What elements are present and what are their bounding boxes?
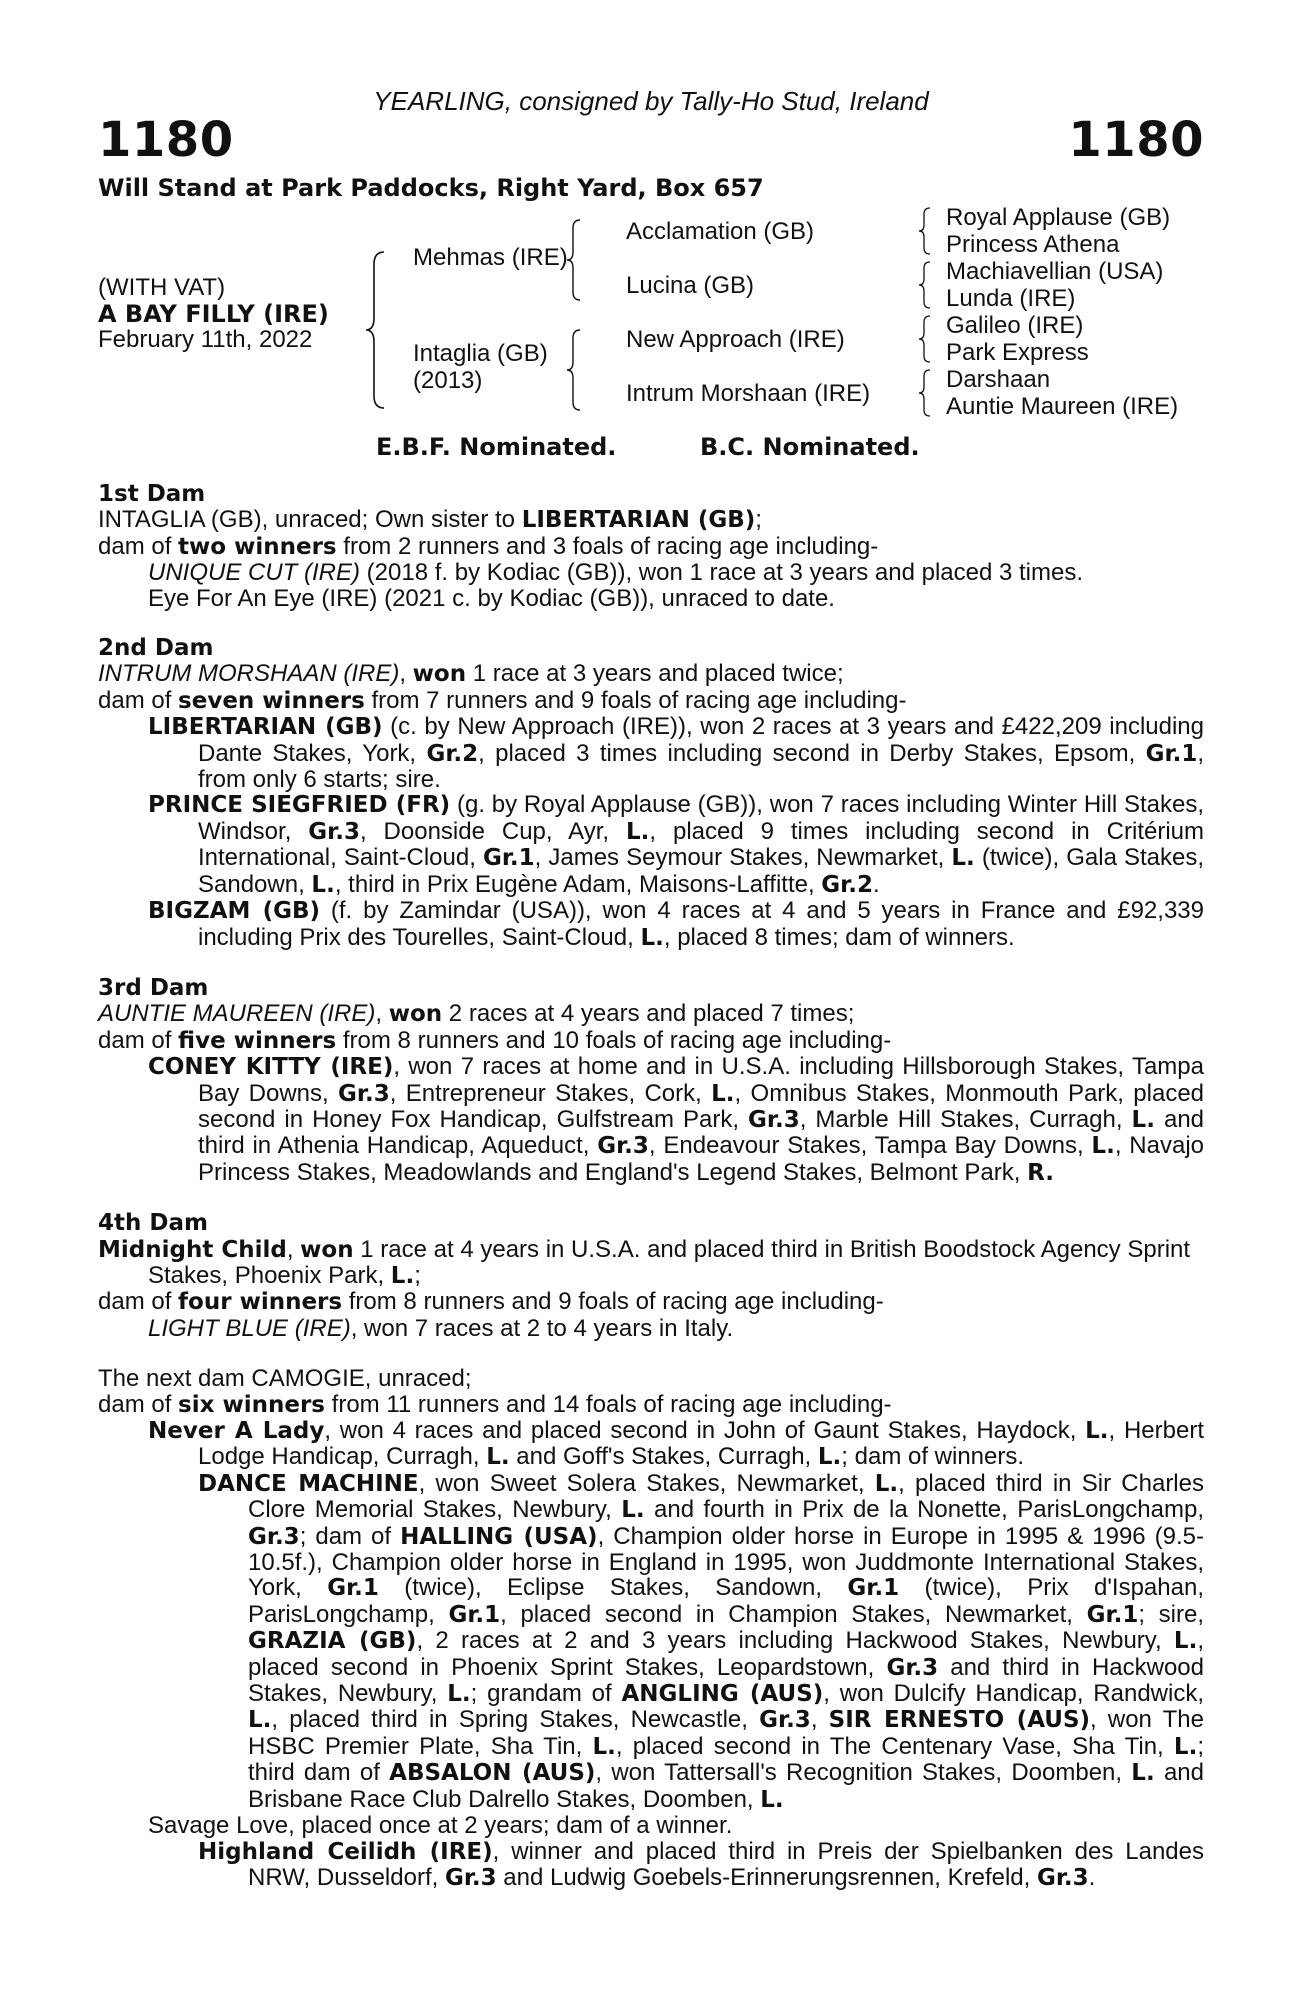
text-run: ; third dam of	[248, 1732, 1204, 1787]
pedigree-dam-year: (2013)	[413, 367, 483, 394]
bold-text: five winners	[178, 1027, 337, 1054]
text-run: , Omnibus Stakes, Monmouth Park, placed second in Honey Fox Handicap, Gulfstream Park,	[198, 1079, 1205, 1133]
bold-text: DANCE MACHINE	[198, 1470, 419, 1497]
text-run: (twice), Prix d'Ispahan, ParisLongchamp,	[248, 1574, 1204, 1628]
text-run: from 7 runners and 9 foals of racing age including-	[364, 686, 907, 714]
second-dam-heading: 2nd Dam	[98, 635, 214, 662]
text-run: , placed third in Sir Charles Clore Memorial Stakes, Newbury,	[248, 1469, 1204, 1524]
text-run: , winner and placed third in Preis der Spielbanken des Landes NRW, Dusseldorf,	[248, 1837, 1204, 1891]
text-run: , from only 6 starts; sire.	[198, 739, 1205, 794]
bold-text: L.	[817, 1444, 842, 1471]
next-dam-produce-item: Savage Love, placed once at 2 years; dam of a winner.	[148, 1812, 733, 1840]
bold-text: R.	[1027, 1159, 1054, 1186]
bold-text: won	[412, 661, 467, 688]
text-run: , won Dulcify Handicap, Randwick,	[823, 1680, 1204, 1708]
text-run: , Champion older horse in Europe in 1995 & 1996 (9.5-10.5f.), Champion older horse in England in 1995, won Juddmonte International Stakes, York,	[248, 1522, 1205, 1602]
text-run: dam of	[98, 686, 179, 714]
pedigree-g2: Princess Athena	[946, 231, 1120, 258]
text-run: , won 7 races at 2 to 4 years in Italy.	[350, 1314, 734, 1342]
bold-text: CONEY KITTY (IRE)	[148, 1054, 394, 1081]
text-run: , Entrepreneur Stakes, Cork,	[389, 1079, 712, 1107]
bold-text: won	[300, 1236, 354, 1263]
fourth-dam-section	[98, 1211, 1204, 1341]
pedigree-g4: Lunda (IRE)	[946, 285, 1076, 312]
bold-text: L.	[760, 1786, 784, 1813]
bold-text: L.	[447, 1681, 471, 1708]
fourth-dam-line	[98, 1237, 1204, 1290]
first-dam-heading: 1st Dam	[98, 481, 206, 507]
bold-text: Gr.1	[482, 845, 535, 872]
italic-text: LIGHT BLUE (IRE)	[148, 1314, 351, 1342]
next-dam-section	[98, 1366, 1204, 1891]
pedigree-brace-main	[370, 250, 390, 410]
text-run: ; sire,	[1138, 1600, 1204, 1628]
text-run: , placed 3 times including second in Derby Stakes, Epsom,	[478, 739, 1146, 767]
bold-text: Gr.3	[886, 1654, 939, 1681]
text-run: ; dam of winners.	[841, 1443, 1025, 1471]
next-dam-produce-subitem	[98, 1471, 1204, 1813]
pedigree-dam-sire: New Approach (IRE)	[626, 326, 845, 353]
bold-text: won	[388, 1001, 443, 1028]
pedigree-brace-g2	[920, 260, 934, 310]
italic-text: INTRUM MORSHAAN (IRE)	[98, 660, 400, 688]
produce-record	[98, 482, 1204, 1891]
text-run: .	[1088, 1863, 1096, 1891]
pedigree-brace-g3	[920, 314, 934, 364]
second-dam-produce-item	[98, 792, 1204, 898]
bold-text: six winners	[178, 1391, 325, 1418]
bold-text: L.	[711, 1080, 735, 1107]
text-run: (twice), Gala Stakes, Sandown,	[198, 844, 1205, 898]
bold-text: Gr.1	[847, 1575, 900, 1602]
second-dam-produce-item	[98, 898, 1204, 951]
third-dam-heading: 3rd Dam	[98, 974, 209, 1001]
text-run: .	[872, 870, 880, 898]
text-run: (2018 f. by Kodiac (GB)), won 1 race at 3 years and placed 3 times.	[360, 559, 1084, 587]
text-run: (c. by New Approach (IRE)), won 2 races at 3 years and £422,209 including Dante Stakes, York,	[198, 713, 1204, 767]
bold-text: SIR ERNESTO (AUS)	[828, 1707, 1091, 1734]
bold-text: Gr.2	[426, 740, 479, 767]
text-run: (twice), Eclipse Stakes, Sandown,	[378, 1574, 848, 1602]
text-run: ,	[399, 660, 413, 688]
bold-text: Gr.3	[248, 1523, 300, 1550]
text-run: , placed third in Spring Stakes, Newcastle,	[271, 1706, 760, 1734]
consignor-subtitle: YEARLING, consigned by Tally-Ho Stud, Ireland	[373, 86, 929, 116]
first-dam-produce-item	[98, 560, 1204, 585]
text-run: , Navajo Princess Stakes, Meadowlands and England's Legend Stakes, Belmont Park,	[198, 1132, 1204, 1186]
text-run: , won The HSBC Premier Plate, Sha Tin,	[248, 1706, 1204, 1760]
vat-note: (WITH VAT)	[98, 274, 226, 301]
italic-text: UNIQUE CUT (IRE)	[148, 559, 360, 587]
text-run: ;	[755, 506, 762, 534]
text-run: 1 race at 3 years and placed twice;	[466, 660, 844, 688]
bold-text: L.	[1131, 1106, 1155, 1133]
bold-text: L.	[1131, 1760, 1155, 1787]
bold-text: Gr.3	[444, 1864, 497, 1891]
text-run: ,	[286, 1235, 301, 1263]
third-dam-produce-summary	[98, 1028, 1204, 1054]
bold-text: L.	[1091, 1133, 1115, 1160]
text-run: and third in Athenia Handicap, Aqueduct,	[198, 1105, 1205, 1160]
bold-text: LIBERTARIAN (GB)	[148, 714, 383, 741]
bold-text: ANGLING (AUS)	[621, 1681, 824, 1708]
bold-text: L.	[486, 1444, 510, 1471]
pedigree-g6: Park Express	[946, 339, 1089, 366]
italic-text: AUNTIE MAUREEN (IRE)	[98, 1000, 376, 1028]
pedigree-brace-g1	[920, 206, 934, 256]
pedigree-sire-dam: Lucina (GB)	[626, 272, 755, 299]
text-run: , placed 8 times; dam of winners.	[663, 923, 1015, 951]
pedigree-g7: Darshaan	[946, 366, 1051, 393]
text-run: INTAGLIA (GB), unraced; Own sister to	[98, 506, 522, 534]
second-dam-produce-summary	[98, 688, 1204, 714]
text-run: and Ludwig Goebels-Erinnerungsrennen, Krefeld,	[496, 1863, 1037, 1891]
pedigree-sire-sire: Acclamation (GB)	[626, 218, 815, 245]
pedigree-brace-g4	[920, 368, 934, 418]
lot-number-left: 1180	[98, 112, 234, 168]
bold-text: HALLING (USA)	[400, 1523, 598, 1550]
bold-text: L.	[1085, 1418, 1109, 1444]
bold-text: L.	[1173, 1733, 1198, 1760]
pedigree-g1: Royal Applause (GB)	[946, 204, 1171, 231]
text-run: dam of	[98, 1390, 179, 1418]
bold-text: GRAZIA (GB)	[248, 1628, 417, 1655]
bold-text: PRINCE SIEGFRIED (FR)	[148, 792, 451, 819]
text-run: , James Seymour Stakes, Newmarket,	[534, 844, 952, 872]
text-run: , Doonside Cup, Ayr,	[359, 817, 626, 845]
text-run: and Goff's Stakes, Curragh,	[509, 1443, 818, 1471]
text-run: 1 race at 4 years in U.S.A. and placed third in British Boodstock Agency Sprint Stakes, Phoenix Park,	[148, 1235, 1191, 1289]
pedigree-brace-dam	[568, 328, 584, 412]
first-dam-line	[98, 507, 1204, 533]
text-run: ; dam of	[299, 1522, 401, 1550]
second-dam-line	[98, 661, 1204, 687]
text-run: ; grandam of	[470, 1680, 622, 1708]
third-dam-produce-item	[98, 1054, 1204, 1186]
pedigree-sire: Mehmas (IRE)	[413, 244, 568, 271]
bold-text: BIGZAM (GB)	[148, 898, 320, 925]
bold-text: LIBERTARIAN (GB)	[521, 507, 756, 534]
text-run: from 8 runners and 10 foals of racing age including-	[336, 1026, 892, 1054]
bold-text: L.	[625, 818, 650, 845]
bold-text: Gr.3	[308, 818, 360, 845]
bold-text: Gr.2	[821, 871, 873, 898]
text-run: dam of	[98, 1288, 179, 1316]
bold-text: two winners	[178, 533, 337, 560]
next-dam-line: The next dam CAMOGIE, unraced;	[98, 1365, 472, 1393]
bold-text: Gr.3	[597, 1133, 649, 1160]
text-run: , 2 races at 2 and 3 years including Hackwood Stakes, Newbury,	[416, 1627, 1174, 1655]
text-run: from 2 runners and 3 foals of racing age including-	[336, 532, 879, 560]
bold-text: seven winners	[178, 687, 365, 714]
ebf-nomination: E.B.F. Nominated.	[376, 433, 617, 461]
fourth-dam-produce-item	[98, 1316, 1204, 1341]
text-run: , Endeavour Stakes, Tampa Bay Downs,	[648, 1132, 1092, 1160]
third-dam-line	[98, 1001, 1204, 1027]
lot-number-right: 1180	[1068, 112, 1204, 168]
text-run: , won Tattersall's Recognition Stakes, Doomben,	[595, 1759, 1132, 1787]
pedigree-g5: Galileo (IRE)	[946, 312, 1084, 339]
bold-text: four winners	[178, 1289, 343, 1316]
text-run: (g. by Royal Applause (GB)), won 7 races including Winter Hill Stakes, Windsor,	[198, 791, 1205, 845]
text-run: 2 races at 4 years and placed 7 times;	[442, 1000, 855, 1028]
text-run: , won 4 races and placed second in John of Gaunt Stakes, Haydock,	[324, 1417, 1086, 1444]
text-run: (f. by Zamindar (USA)), won 4 races at 4 and 5 years in France and £92,339 including Prix des Tourelles, Saint-Cloud,	[198, 897, 1204, 951]
bold-text: Gr.3	[1036, 1864, 1089, 1891]
first-dam-produce-item: Eye For An Eye (IRE) (2021 c. by Kodiac (GB)), unraced to date.	[148, 584, 835, 612]
bold-text: L.	[1173, 1628, 1198, 1655]
fourth-dam-produce-summary	[98, 1289, 1204, 1315]
pedigree-brace-sire	[568, 218, 584, 302]
next-dam-produce-summary	[98, 1392, 1204, 1418]
bold-text: L.	[640, 924, 664, 951]
text-run: and third in Hackwood Stakes, Newbury,	[248, 1653, 1205, 1708]
bold-text: L.	[592, 1733, 616, 1760]
text-run: , placed second in Phoenix Sprint Stakes, Leopardstown,	[248, 1627, 1204, 1681]
text-run: dam of	[98, 532, 179, 560]
bold-text: Gr.1	[1145, 740, 1198, 767]
pedigree-dam: Intaglia (GB)	[413, 340, 548, 367]
horse-name: A BAY FILLY (IRE)	[98, 300, 329, 328]
text-run: ,	[375, 1000, 389, 1028]
bold-text: L.	[874, 1470, 899, 1497]
bold-text: Gr.1	[1086, 1601, 1139, 1628]
text-run: , won Sweet Solera Stakes, Newmarket,	[418, 1469, 875, 1497]
third-dam-section	[98, 976, 1204, 1186]
text-run: from 11 runners and 14 foals of racing age including-	[324, 1390, 892, 1418]
text-run: dam of	[98, 1026, 179, 1054]
text-run: , placed 9 times including second in Critérium International, Saint-Cloud,	[198, 817, 1204, 872]
text-run: , Marble Hill Stakes, Curragh,	[799, 1105, 1132, 1133]
text-run: , placed second in The Centenary Vase, Sha Tin,	[615, 1732, 1174, 1760]
first-dam-section	[98, 482, 1204, 611]
bold-text: L.	[390, 1262, 415, 1289]
bc-nomination: B.C. Nominated.	[700, 433, 920, 461]
bold-text: Gr.3	[759, 1707, 811, 1734]
text-run: ;	[414, 1261, 421, 1289]
pedigree-g3: Machiavellian (USA)	[946, 258, 1164, 285]
text-run: , third in Prix Eugène Adam, Maisons-Laffitte,	[334, 870, 822, 898]
text-run: and Brisbane Race Club Dalrello Stakes, Doomben,	[248, 1759, 1204, 1813]
text-run: from 8 runners and 9 foals of racing age including-	[342, 1288, 884, 1316]
bold-text: ABSALON (AUS)	[389, 1760, 596, 1787]
text-run: and fourth in Prix de la Nonette, ParisLongchamp,	[644, 1496, 1204, 1524]
pedigree-g8: Auntie Maureen (IRE)	[946, 393, 1179, 420]
bold-text: Gr.1	[327, 1575, 379, 1602]
bold-text: L.	[621, 1497, 645, 1524]
bold-text: Gr.1	[448, 1601, 501, 1628]
second-dam-produce-item	[98, 714, 1204, 792]
text-run: , won 7 races at home and in U.S.A. including Hillsborough Stakes, Tampa Bay Downs,	[198, 1053, 1204, 1107]
bold-text: Highland Ceilidh (IRE)	[198, 1838, 493, 1865]
fourth-dam-heading: 4th Dam	[98, 1210, 208, 1237]
next-dam-produce-item	[98, 1418, 1204, 1471]
stand-location: Will Stand at Park Paddocks, Right Yard, Box 657	[98, 174, 764, 202]
text-run: , placed second in Champion Stakes, Newmarket,	[500, 1600, 1087, 1628]
text-run: , Herbert Lodge Handicap, Curragh,	[198, 1417, 1204, 1471]
bold-text: Gr.3	[748, 1106, 800, 1133]
next-dam-produce-subitem	[98, 1839, 1204, 1892]
first-dam-produce-summary	[98, 534, 1204, 560]
foaling-date: February 11th, 2022	[98, 326, 313, 353]
bold-text: Gr.3	[338, 1080, 390, 1107]
text-run: ,	[810, 1706, 829, 1734]
bold-text: Midnight Child	[98, 1236, 287, 1263]
pedigree-dam-dam: Intrum Morshaan (IRE)	[626, 380, 871, 407]
bold-text: L.	[248, 1707, 272, 1734]
second-dam-section	[98, 636, 1204, 951]
bold-text: L.	[311, 871, 335, 898]
bold-text: L.	[951, 845, 975, 872]
bold-text: Never A Lady	[148, 1418, 325, 1444]
